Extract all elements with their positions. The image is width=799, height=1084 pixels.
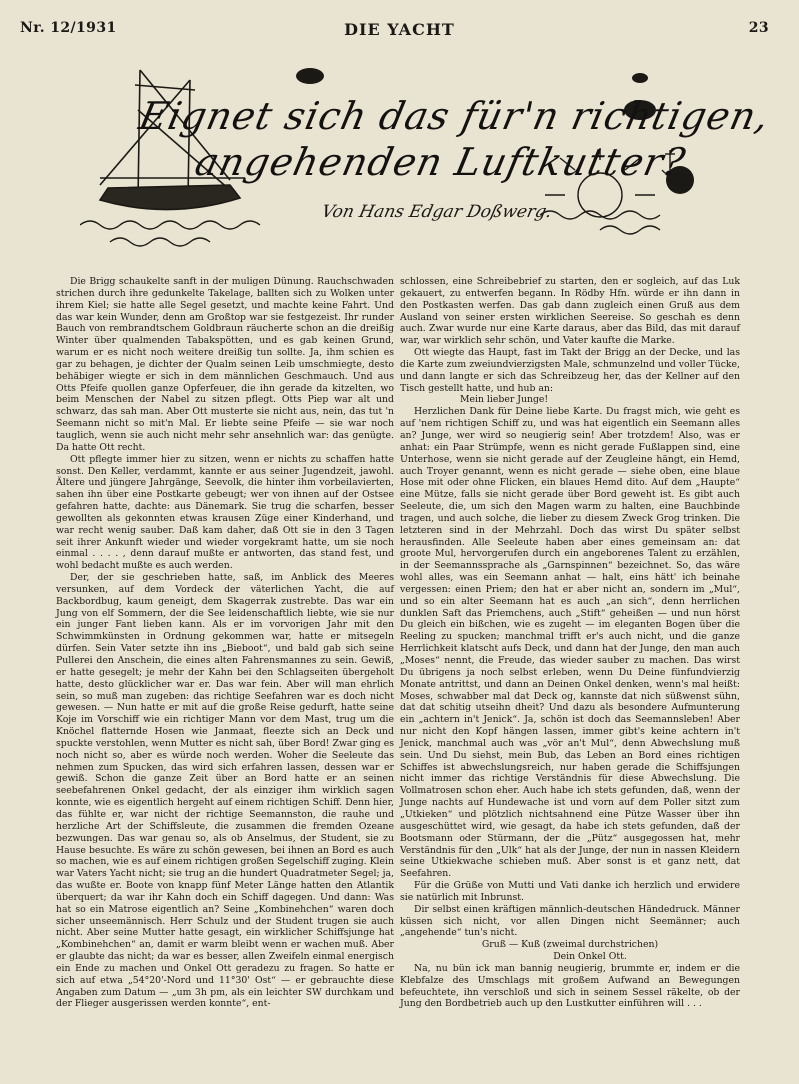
paragraph: Herzlichen Dank für Deine liebe Karte. Du fragst mich, wie geht es auf 'nem richtigen Schiff zu, und was hat eigentlich ein Seemann alles an? Junge, wer wird so neugierig sein! Aber trotzdem! Also, was er anhat: ein Paar Strümpfe, wenn es nicht gerade Fußlappen sind, eine Unterhose, wenn sie nicht gerade auf der Zeugleine hängt, ein Hemd, auch Troyer genannt, wenn es nicht gerade — siehe oben, eine blaue Hose mit oder ohne Flicken, ein blaues Hemd dito. Auf dem „Haupte“ eine Mütze, falls sie nicht gerade über Bord geweht ist. Es gibt auch Seeleute, die, um sich den Magen warm zu halten, eine Bauchbinde tragen, und auch solche, die lieber zu diesem Zweck Grog trinken. Die letzteren sind in der Mehrzahl. Doch das wirst Du später selbst herausfinden. Alle Seeleute haben aber eines gemeinsam an: dat groote Mul, hervorgerufen durch ein angeborenes Talent zu erzählen, in der Seemannssprache als „Garnspinnen“ bezeichnet. So, das wäre wohl alles, was ein Seemann anhat — halt, eins hätt' ich beinahe vergessen: einen Priem; den hat er aber nicht an, sondern im „Mul“, und so ein alter Seemann hat es auch „an sich“, denn herrlichen dunklen Saft das Priemchens, auch „Stift“ geheißen — und nun hörst Du gleich ein bißchen, wie es zugeht — im eleganten Bogen über die Reeling zu spucken; manchmal trifft er's auch nicht, und die ganze Herrlichkeit klatscht aufs Deck, und dann hat der Junge, den man auch „Moses“ nennt, die Freude, das wieder sauber zu machen. Das wirst Du übrigens ja noch selbst erleben, wenn Du Deine fünfundvierzig Monate antrittst, und dann an Deinen Onkel denken, wenn's mal heißt: Moses, schwabber mal dat Deck og, kannste dat nich süßwenst sühn, dat dat schitig utseihn dheit? Und dazu als besondere Aufmunterung ein „achtern in't Jenick“. Ja, schön ist doch das Seemannsleben! Aber nur nicht den Kopf hängen lassen, immer gibt's keine achtern in't Jenick, manchmal auch was „vör an't Mul“, denn Abwechslung muß sein. Und Du siehst, mein Bub, das Leben an Bord eines richtigen Schiffes ist abwechslungsreich, nur haben gerade die Schiffsjungen nicht immer das richtige Verständnis für diese Abwechslung. Die Vollmatrosen schon eher. Auch habe ich stets gefunden, daß, wenn der Junge nachts auf Hundewache ist und vorn auf dem Poller sitzt zum „Utkieken“ und plötzlich nichtsahnend eine Pütze Wasser über ihn ausgeschüttet wird, wie gesagt, da habe ich stets gefunden, daß der Bootsmann oder Stürmann, der die „Pütz“ ausgegossen hat, mehr Verständnis für den „Ulk“ hat als der Junge, der nun in nassen Kleidern seine Utkiekwache schieben muß. Aber sonst is et ganz nett, dat Seefahren. bbox=[400, 406, 740, 880]
page-number: 23 bbox=[748, 20, 769, 36]
text-column-left bbox=[56, 276, 394, 1010]
paragraph: Der, der sie geschrieben hatte, saß, im Anblick des Meeres versunken, auf dem Vordeck der väterlichen Yacht, die auf Backbordbug, kaum geneigt, dem Skagerrak zustrebte. Das war ein Jung von elf Sommern, der die See leidenschaftlich liebte, wie sie nur ein junger Fant lieben kann. Als er im vorvorigen Jahr mit den Schwimmkünsten in Ordnung gekommen war, hatte er mitsegeln dürfen. Sein Vater setzte ihn ins „Bieboot“, und bald gab sich seine Pullerei den Anschein, die eines alten Fahrensmannes zu sein. Gewiß, er hatte gesegelt; je mehr der Kahn bei den Schlagseiten übergeholt hatte, desto glücklicher war er. Das war fein. Aber will man ehrlich sein, so muß man zugeben: das richtige Seefahren war es doch nicht gewesen. — Nun hatte er mit auf die große Reise gedurft, hatte seine Koje im Vorschiff wie ein richtiger Mann vor dem Mast, trug um die Knöchel flatternde Hosen wie Janmaat, fleezte sich an Deck und spuckte verstohlen, wenn Mutter es nicht sah, über Bord! Zwar ging es noch nicht so, aber es würde noch werden. Woher die Seeleute das nehmen zum Spucken, das wird sich erfahren lassen, dessen war er gewiß. Schon die ganze Zeit über an Bord hatte er an seinen seebefahrenen Onkel gedacht, der als einziger ihm wirklich sagen konnte, wie es eigentlich hergeht auf einem richtigen Schiff. Denn hier, das fühlte er, war nicht der richtige Seemannston, die rauhe und herzliche Art der Schiffsleute, die zusammen die fremden Ozeane bezwungen. Das war genau so, als ob Anselmus, der Student, sie zu Hause besuchte. Es wäre zu schön gewesen, bei ihnen an Bord es auch so machen, wie es auf einem richtigen großen Segelschiff zuging. Klein war Vaters Yacht nicht; sie trug an die hundert Quadratmeter Segel; ja, das wußte er. Boote von knapp fünf Meter Länge hatten den Atlantik überquert; da war ihr Kahn doch ein Schiff dagegen. Und dann: Was hat so ein Matrose eigentlich an? Seine „Kombinehchen“ waren doch sicher unseemännisch. Herr Schulz und der Student trugen sie auch nicht. Aber seine Mutter hatte gesagt, ein wirklicher Schiffsjunge hat „Kombinehchen“ an, damit er warm bleibt wenn er wachen muß. Aber er glaubte das nicht; da war es besser, allen Zweifeln einmal energisch ein Ende zu machen und Onkel Ott geradezu zu fragen. So hatte er sich auf etwa „54°20'-Nord und 11°30' Ost“ — er gebrauchte diese Angaben zum Datum — „um 3h pm, als ein leichter SW durchkam und der Flieger ausgerissen werden konnte“, ent- bbox=[56, 572, 394, 1010]
paragraph: Ott wiegte das Haupt, fast im Takt der Brigg an der Decke, und las die Karte zum zweiundvierzigsten Male, schmunzelnd und voller Tücke, und dann langte er sich das Schreibzeug her, das der Kellner auf den Tisch gestellt hatte, und hub an: bbox=[400, 347, 740, 394]
letter-signature: Dein Onkel Ott. bbox=[553, 951, 627, 963]
title-line-1: Eignet sich das für'n richtigen, bbox=[135, 94, 774, 138]
page-header bbox=[0, 20, 799, 42]
magazine-title: DIE YACHT bbox=[344, 20, 455, 39]
issue-number: Nr. 12/1931 bbox=[20, 20, 117, 36]
letter-salutation: Mein lieber Junge! bbox=[460, 394, 549, 406]
author-byline: Von Hans Edgar Doßwerg. bbox=[319, 202, 554, 222]
paragraph: Ott pflegte immer hier zu sitzen, wenn er nichts zu schaffen hatte sonst. Den Keller, verdammt, kannte er aus seiner Jugendzeit, jawohl. Ältere und jüngere Jahrgänge, Seevolk, die hinter ihm vorbeilavierten, sahen ihn über eine Postkarte gebeugt; wer von ihnen auf der Ostsee gefahren hatte, dachte: aus Dänemark. Sie trug die scharfen, besser gewollten als gekonnten etwas krausen Züge einer Kinderhand, und war recht wenig sauber. Daß kam daher, daß Ott sie in den 3 Tagen seit ihrer Ankunft wieder und wieder vorgekramt hatte, um sie noch einmal . . . . , denn darauf mußte er antworten, das stand fest, und wohl bedacht mußte es auch werden. bbox=[56, 453, 394, 572]
letter-closing: Gruß — Kuß (zweimal durchstrichen) bbox=[481, 939, 659, 951]
paragraph: Na, nu bün ick man bannig neugierig, brummte er, indem er die Klebfalze des Umschlags mit großem Aufwand an Bewegungen befeuchtete, ihn verschloß und sich in seinem Sessel räkelte, ob der Jung den Bordbetrieb auch up den Lustkutter einführen will . . . bbox=[400, 962, 740, 1010]
text-column-right bbox=[400, 276, 740, 1010]
paragraph: Für die Grüße von Mutti und Vati danke ich herzlich und erwidere sie natürlich mit Inbrunst. bbox=[400, 880, 740, 903]
paragraph: Dir selbst einen kräftigen männlich-deutschen Händedruck. Männer küssen sich nicht, vor allen Dingen nicht Seemänner; auch „angehende“ tun's nicht. bbox=[400, 903, 740, 939]
title-line-2: angehenden Luftkutter? bbox=[191, 140, 690, 184]
paragraph: Die Brigg schaukelte sanft in der muligen Dünung. Rauchschwaden strichen durch ihre gedunkelte Takelage, ballten sich zu Wolken unter ihrem Kiel; sie hatte alle Segel gesetzt, und machte keine Fahrt. Und das war kein Wunder, denn am Großtop war sie festgezeist. Ihr runder Bauch von rembrandtschem Goldbraun räucherte schon an die dreißig Winter über qualmenden Tabakspötten, und es gab keinen Grund, warum er es nicht noch weitere dreißig tun sollte. Ja, ihm schien es gar zu behagen, je dichter der Qualm seinen Leib umschmiegte, desto behäbiger wiegte er sich in dem männlichen Geschmauch. Und aus Otts Pfeife quollen ganze Opferfeuer, die ihn gerade da kitzelten, wo beim Menschen der Nabel zu sitzen pflegt. Otts Piep war alt und schwarz, das sah man. Aber Ott musterte sie nicht aus, nein, das tut 'n Seemann nicht so mit'n Mal. Er liebte seine Pfeife — sie war noch tauglich, wenn sie auch nicht mehr sehr ansehnlich war: das genügte. Da hatte Ott recht. bbox=[56, 276, 394, 453]
paragraph: schlossen, eine Schreibebrief zu starten, den er sogleich, auf das Luk gekauert, zu entwerfen begann. In Rödby Hfn. würde er ihn dann in den Postkasten werfen. Das gab dann zugleich einen Gruß aus dem Ausland von seiner ersten wirklichen Seereise. So geschah es denn auch. Zwar wurde nur eine Karte daraus, aber das Bild, das mit darauf war, war wirklich sehr schön, und Vater kaufte die Marke. bbox=[400, 276, 740, 347]
